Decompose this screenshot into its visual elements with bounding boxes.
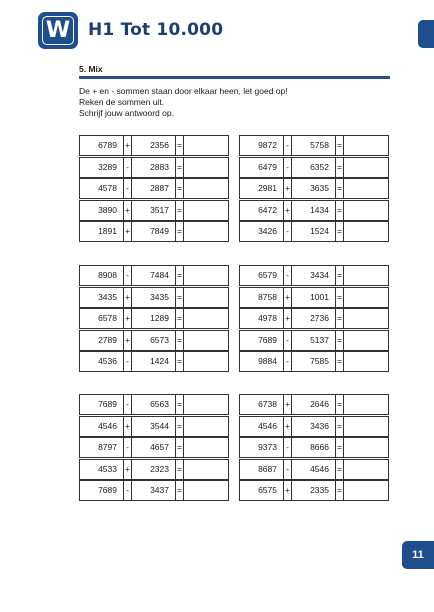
first-number: 6578 [79, 308, 124, 329]
equals-sign: = [175, 330, 184, 351]
equals-sign: = [175, 308, 184, 329]
equals-sign: = [335, 308, 344, 329]
answer-box[interactable] [183, 308, 229, 329]
answer-box[interactable] [183, 265, 229, 286]
second-number: 7849 [131, 221, 176, 242]
answer-box[interactable] [183, 135, 229, 156]
equals-sign: = [175, 459, 184, 480]
second-number: 1434 [291, 200, 336, 221]
answer-box[interactable] [343, 200, 389, 221]
operator: + [283, 308, 292, 329]
equals-sign: = [175, 437, 184, 458]
first-number: 4546 [239, 416, 284, 437]
answer-box[interactable] [343, 480, 389, 501]
first-number: 9884 [239, 351, 284, 372]
equals-sign: = [335, 287, 344, 308]
operator: + [283, 394, 292, 415]
second-number: 6563 [131, 394, 176, 415]
instructions [79, 86, 288, 119]
equals-sign: = [175, 178, 184, 199]
operator: + [123, 416, 132, 437]
operator: - [283, 459, 292, 480]
answer-box[interactable] [183, 178, 229, 199]
equals-sign: = [335, 200, 344, 221]
first-number: 4533 [79, 459, 124, 480]
equals-sign: = [335, 480, 344, 501]
answer-box[interactable] [343, 351, 389, 372]
operator: + [283, 287, 292, 308]
first-number: 4536 [79, 351, 124, 372]
equals-sign: = [335, 265, 344, 286]
operator: - [123, 178, 132, 199]
equals-sign: = [175, 480, 184, 501]
first-number: 8758 [239, 287, 284, 308]
answer-box[interactable] [183, 330, 229, 351]
second-number: 2356 [131, 135, 176, 156]
equals-sign: = [175, 135, 184, 156]
equals-sign: = [175, 351, 184, 372]
section-divider [79, 76, 390, 79]
second-number: 3436 [291, 416, 336, 437]
answer-box[interactable] [343, 330, 389, 351]
operator: + [123, 330, 132, 351]
second-number: 3517 [131, 200, 176, 221]
operator: - [283, 157, 292, 178]
second-number: 2646 [291, 394, 336, 415]
second-number: 4546 [291, 459, 336, 480]
equals-sign: = [335, 416, 344, 437]
first-number: 8797 [79, 437, 124, 458]
answer-box[interactable] [343, 265, 389, 286]
operator: + [283, 416, 292, 437]
logo-letter: W [42, 16, 74, 45]
operator: - [123, 157, 132, 178]
operator: + [283, 178, 292, 199]
second-number: 1289 [131, 308, 176, 329]
operator: - [283, 351, 292, 372]
operator: - [283, 437, 292, 458]
first-number: 9872 [239, 135, 284, 156]
answer-box[interactable] [343, 459, 389, 480]
answer-box[interactable] [343, 308, 389, 329]
operator: + [123, 287, 132, 308]
second-number: 5137 [291, 330, 336, 351]
first-number: 7689 [79, 480, 124, 501]
answer-box[interactable] [183, 416, 229, 437]
answer-box[interactable] [183, 221, 229, 242]
operator: - [123, 437, 132, 458]
equals-sign: = [335, 135, 344, 156]
operator: - [123, 394, 132, 415]
second-number: 4657 [131, 437, 176, 458]
worksheet-logo [38, 12, 78, 49]
first-number: 3435 [79, 287, 124, 308]
answer-box[interactable] [183, 394, 229, 415]
first-number: 4978 [239, 308, 284, 329]
second-number: 2887 [131, 178, 176, 199]
operator: - [283, 221, 292, 242]
page-number: 11 [402, 541, 434, 569]
first-number: 3289 [79, 157, 124, 178]
first-number: 6472 [239, 200, 284, 221]
first-number: 3890 [79, 200, 124, 221]
first-number: 7689 [79, 394, 124, 415]
first-number: 4546 [79, 416, 124, 437]
equals-sign: = [335, 157, 344, 178]
second-number: 3544 [131, 416, 176, 437]
answer-box[interactable] [343, 157, 389, 178]
equals-sign: = [335, 330, 344, 351]
first-number: 6789 [79, 135, 124, 156]
second-number: 1524 [291, 221, 336, 242]
answer-box[interactable] [183, 351, 229, 372]
second-number: 6573 [131, 330, 176, 351]
first-number: 6579 [239, 265, 284, 286]
equals-sign: = [175, 287, 184, 308]
equals-sign: = [335, 351, 344, 372]
first-number: 8908 [79, 265, 124, 286]
first-number: 2981 [239, 178, 284, 199]
answer-box[interactable] [343, 416, 389, 437]
instruction-line: De + en - sommen staan door elkaar heen, let goed op! [79, 86, 288, 96]
answer-box[interactable] [343, 178, 389, 199]
second-number: 2323 [131, 459, 176, 480]
first-number: 6479 [239, 157, 284, 178]
first-number: 8687 [239, 459, 284, 480]
answer-box[interactable] [183, 459, 229, 480]
second-number: 8666 [291, 437, 336, 458]
answer-box[interactable] [343, 221, 389, 242]
answer-box[interactable] [183, 200, 229, 221]
section-title: 5. Mix [79, 64, 103, 74]
equals-sign: = [175, 416, 184, 437]
second-number: 3437 [131, 480, 176, 501]
answer-box[interactable] [343, 135, 389, 156]
operator: + [123, 135, 132, 156]
page-title: H1 Tot 10.000 [88, 20, 224, 40]
second-number: 1001 [291, 287, 336, 308]
first-number: 6575 [239, 480, 284, 501]
operator: + [123, 459, 132, 480]
second-number: 7484 [131, 265, 176, 286]
answer-box[interactable] [183, 437, 229, 458]
operator: - [123, 351, 132, 372]
first-number: 9373 [239, 437, 284, 458]
equals-sign: = [335, 437, 344, 458]
operator: - [283, 135, 292, 156]
operator: - [283, 330, 292, 351]
operator: - [283, 265, 292, 286]
second-number: 3435 [131, 287, 176, 308]
answer-box[interactable] [343, 287, 389, 308]
equals-sign: = [335, 394, 344, 415]
operator: + [283, 200, 292, 221]
second-number: 2883 [131, 157, 176, 178]
operator: + [123, 200, 132, 221]
first-number: 1891 [79, 221, 124, 242]
instruction-line: Reken de sommen uit. [79, 97, 165, 107]
equals-sign: = [175, 394, 184, 415]
equals-sign: = [335, 459, 344, 480]
answer-box[interactable] [183, 157, 229, 178]
instruction-line: Schrijf jouw antwoord op. [79, 108, 174, 118]
operator: + [283, 480, 292, 501]
equals-sign: = [175, 221, 184, 242]
first-number: 4578 [79, 178, 124, 199]
second-number: 2335 [291, 480, 336, 501]
equals-sign: = [175, 157, 184, 178]
answer-box[interactable] [343, 394, 389, 415]
second-number: 3434 [291, 265, 336, 286]
operator: - [123, 480, 132, 501]
second-number: 6352 [291, 157, 336, 178]
second-number: 2736 [291, 308, 336, 329]
first-number: 6738 [239, 394, 284, 415]
answer-box[interactable] [183, 287, 229, 308]
first-number: 2789 [79, 330, 124, 351]
answer-box[interactable] [343, 437, 389, 458]
equals-sign: = [335, 178, 344, 199]
second-number: 3635 [291, 178, 336, 199]
equals-sign: = [335, 221, 344, 242]
second-number: 7585 [291, 351, 336, 372]
answer-box[interactable] [183, 480, 229, 501]
first-number: 7689 [239, 330, 284, 351]
operator: + [123, 221, 132, 242]
second-number: 5758 [291, 135, 336, 156]
operator: - [123, 265, 132, 286]
second-number: 1424 [131, 351, 176, 372]
first-number: 3426 [239, 221, 284, 242]
chapter-tab [418, 20, 434, 48]
equals-sign: = [175, 265, 184, 286]
operator: + [123, 308, 132, 329]
equals-sign: = [175, 200, 184, 221]
